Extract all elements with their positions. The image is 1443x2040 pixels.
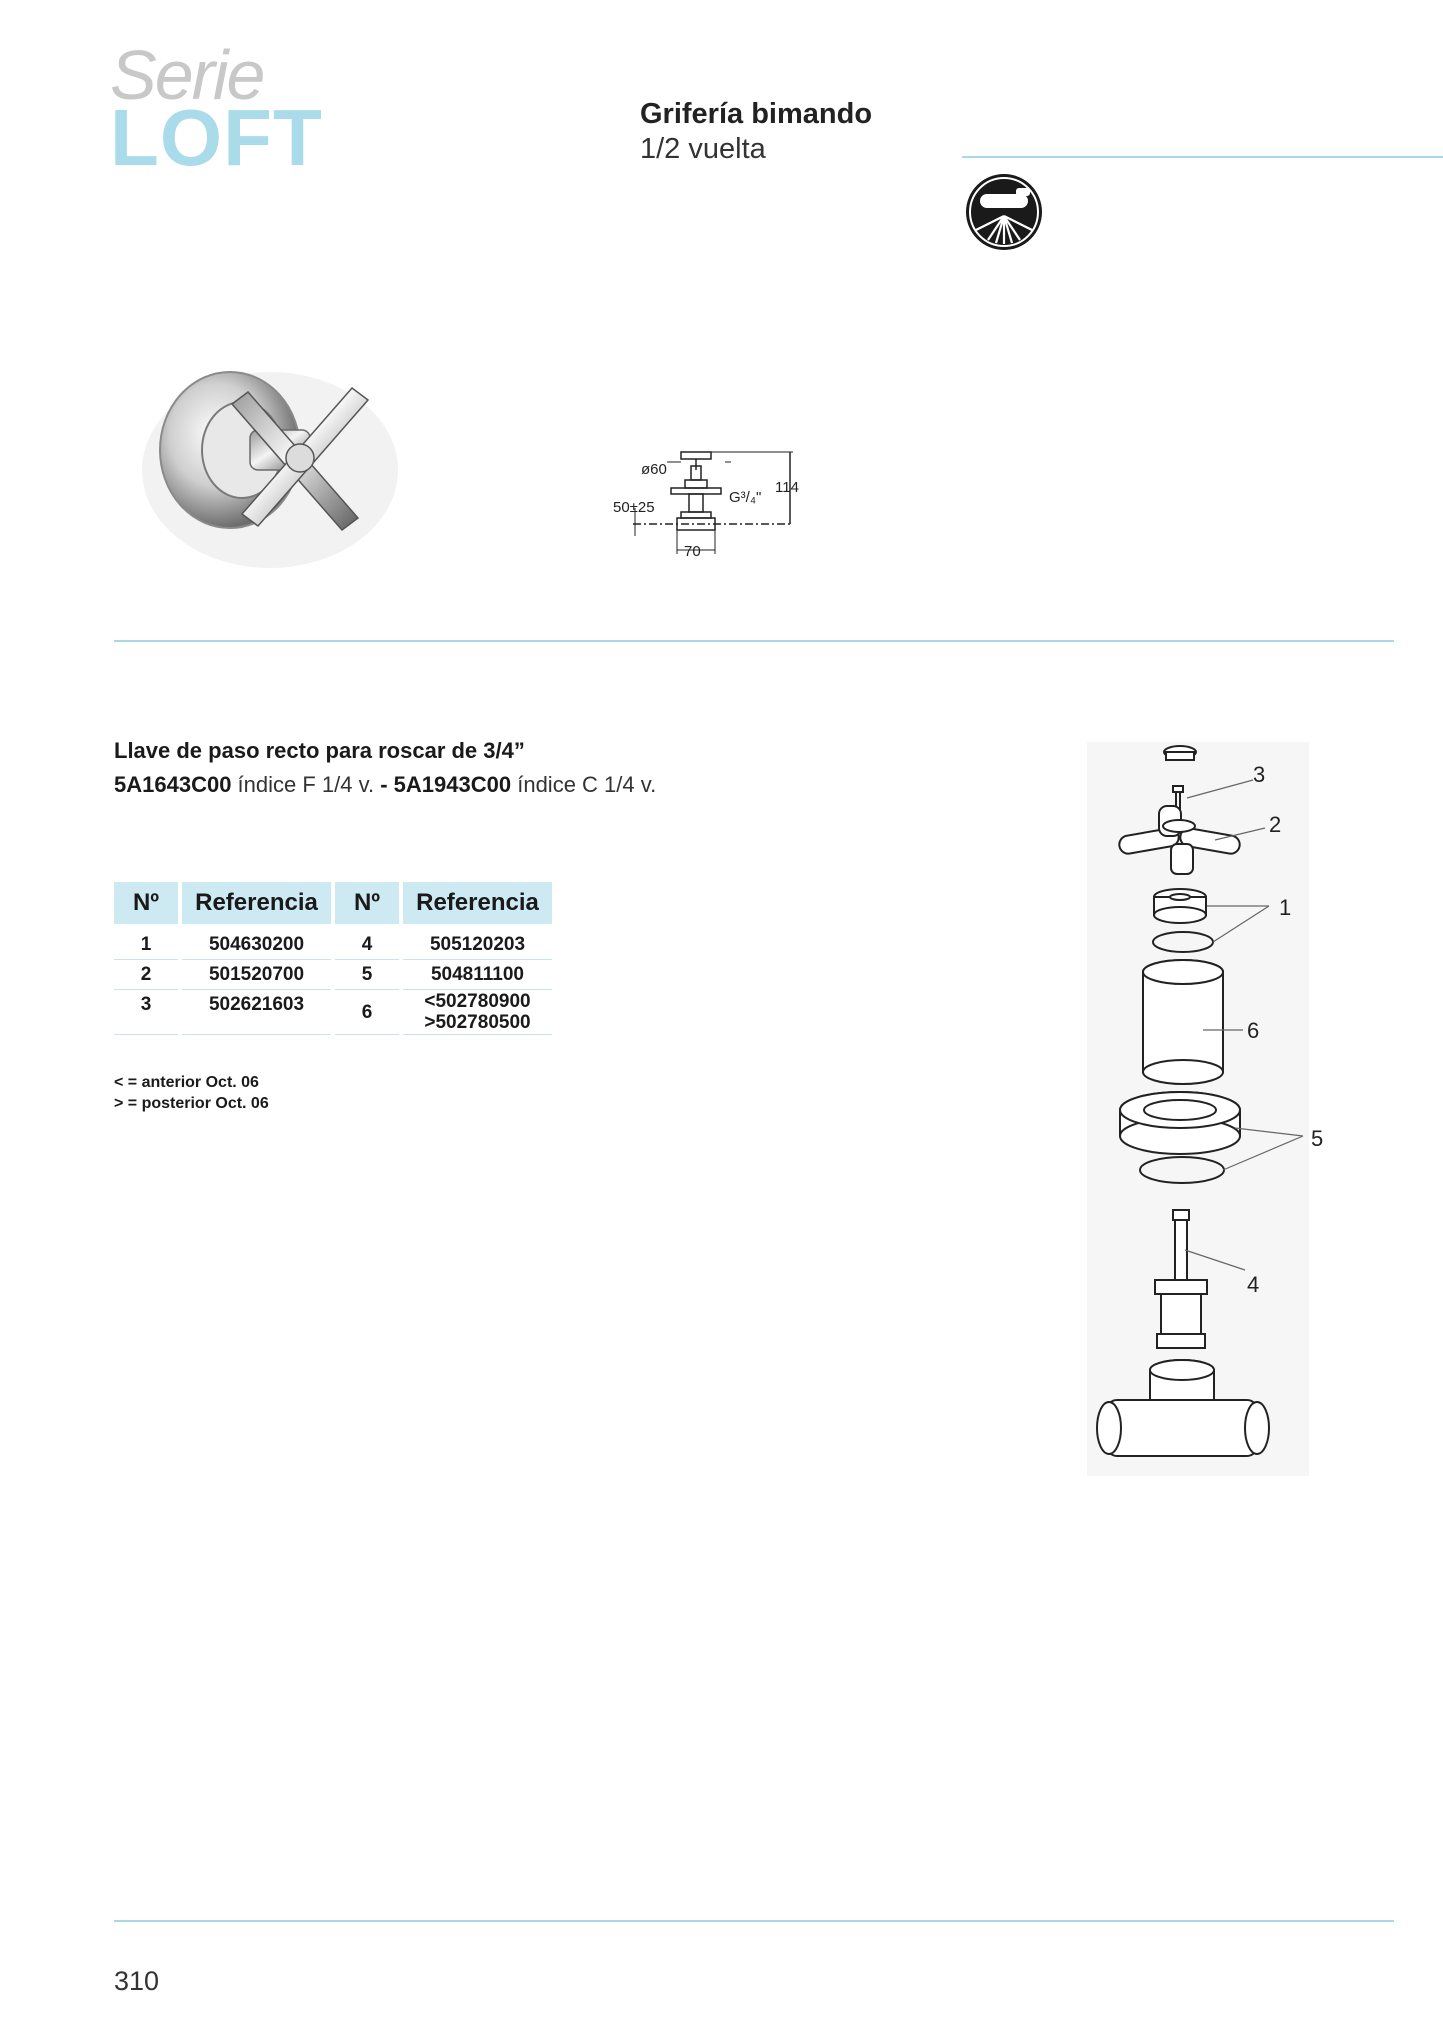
page-number: 310 xyxy=(114,1966,160,1996)
section-title: Grifería bimando xyxy=(640,98,873,130)
part-number: 5 xyxy=(335,960,399,990)
section-rule xyxy=(114,640,1394,642)
dim-height: 114 xyxy=(775,479,799,496)
part-reference-multi xyxy=(403,990,552,1035)
part-number: 6 xyxy=(335,990,399,1035)
dim-width: 70 xyxy=(684,543,701,560)
spray-icon xyxy=(962,170,1046,254)
table-header-reference: Referencia xyxy=(403,882,552,924)
product-title: Llave de paso recto para roscar de 3/4” xyxy=(114,738,525,763)
footer-rule xyxy=(114,1920,1394,1922)
dim-depth: 50±25 xyxy=(613,499,655,516)
product-code-2: 5A1943C00 xyxy=(393,772,512,797)
callout-3: 3 xyxy=(1253,762,1266,787)
callout-1: 1 xyxy=(1279,895,1292,920)
part-reference-after: >502780500 xyxy=(424,1012,531,1033)
parts-table xyxy=(110,882,556,1035)
part-number: 3 xyxy=(114,990,178,1035)
part-number: 4 xyxy=(335,924,399,960)
note-before: < = anterior Oct. 06 xyxy=(114,1074,259,1091)
note-after: > = posterior Oct. 06 xyxy=(114,1095,269,1112)
dim-thread: G³/₄" xyxy=(729,489,762,506)
callout-4: 4 xyxy=(1247,1272,1260,1297)
section-subtitle: 1/2 vuelta xyxy=(640,133,766,165)
part-number: 1 xyxy=(114,924,178,960)
callout-2: 2 xyxy=(1269,812,1282,837)
part-reference: 501520700 xyxy=(182,960,331,990)
table-header-number: Nº xyxy=(114,882,178,924)
product-photo xyxy=(130,350,400,570)
table-header-reference: Referencia xyxy=(182,882,331,924)
part-reference-before: <502780900 xyxy=(424,991,531,1012)
series-name: LOFT xyxy=(110,93,323,182)
table-row xyxy=(114,960,552,990)
product-code-1-index: índice F 1/4 v. xyxy=(231,772,381,797)
series-label: Serie xyxy=(110,36,264,114)
product-codes xyxy=(114,772,656,798)
callout-5: 5 xyxy=(1311,1126,1324,1151)
table-row xyxy=(114,990,552,1035)
dim-diameter: ø60 xyxy=(641,461,667,478)
table-header-number: Nº xyxy=(335,882,399,924)
part-reference: 504811100 xyxy=(403,960,552,990)
part-reference: 502621603 xyxy=(182,990,331,1035)
callout-6: 6 xyxy=(1247,1018,1260,1043)
table-row xyxy=(114,924,552,960)
code-separator: - xyxy=(380,772,394,797)
part-number: 2 xyxy=(114,960,178,990)
product-code-1: 5A1643C00 xyxy=(114,772,232,797)
header-rule xyxy=(962,156,1443,158)
product-code-2-index: índice C 1/4 v. xyxy=(511,772,657,797)
part-reference: 504630200 xyxy=(182,924,331,960)
part-reference: 505120203 xyxy=(403,924,552,960)
exploded-view xyxy=(1085,740,1345,1480)
dimension-drawing xyxy=(605,444,815,566)
